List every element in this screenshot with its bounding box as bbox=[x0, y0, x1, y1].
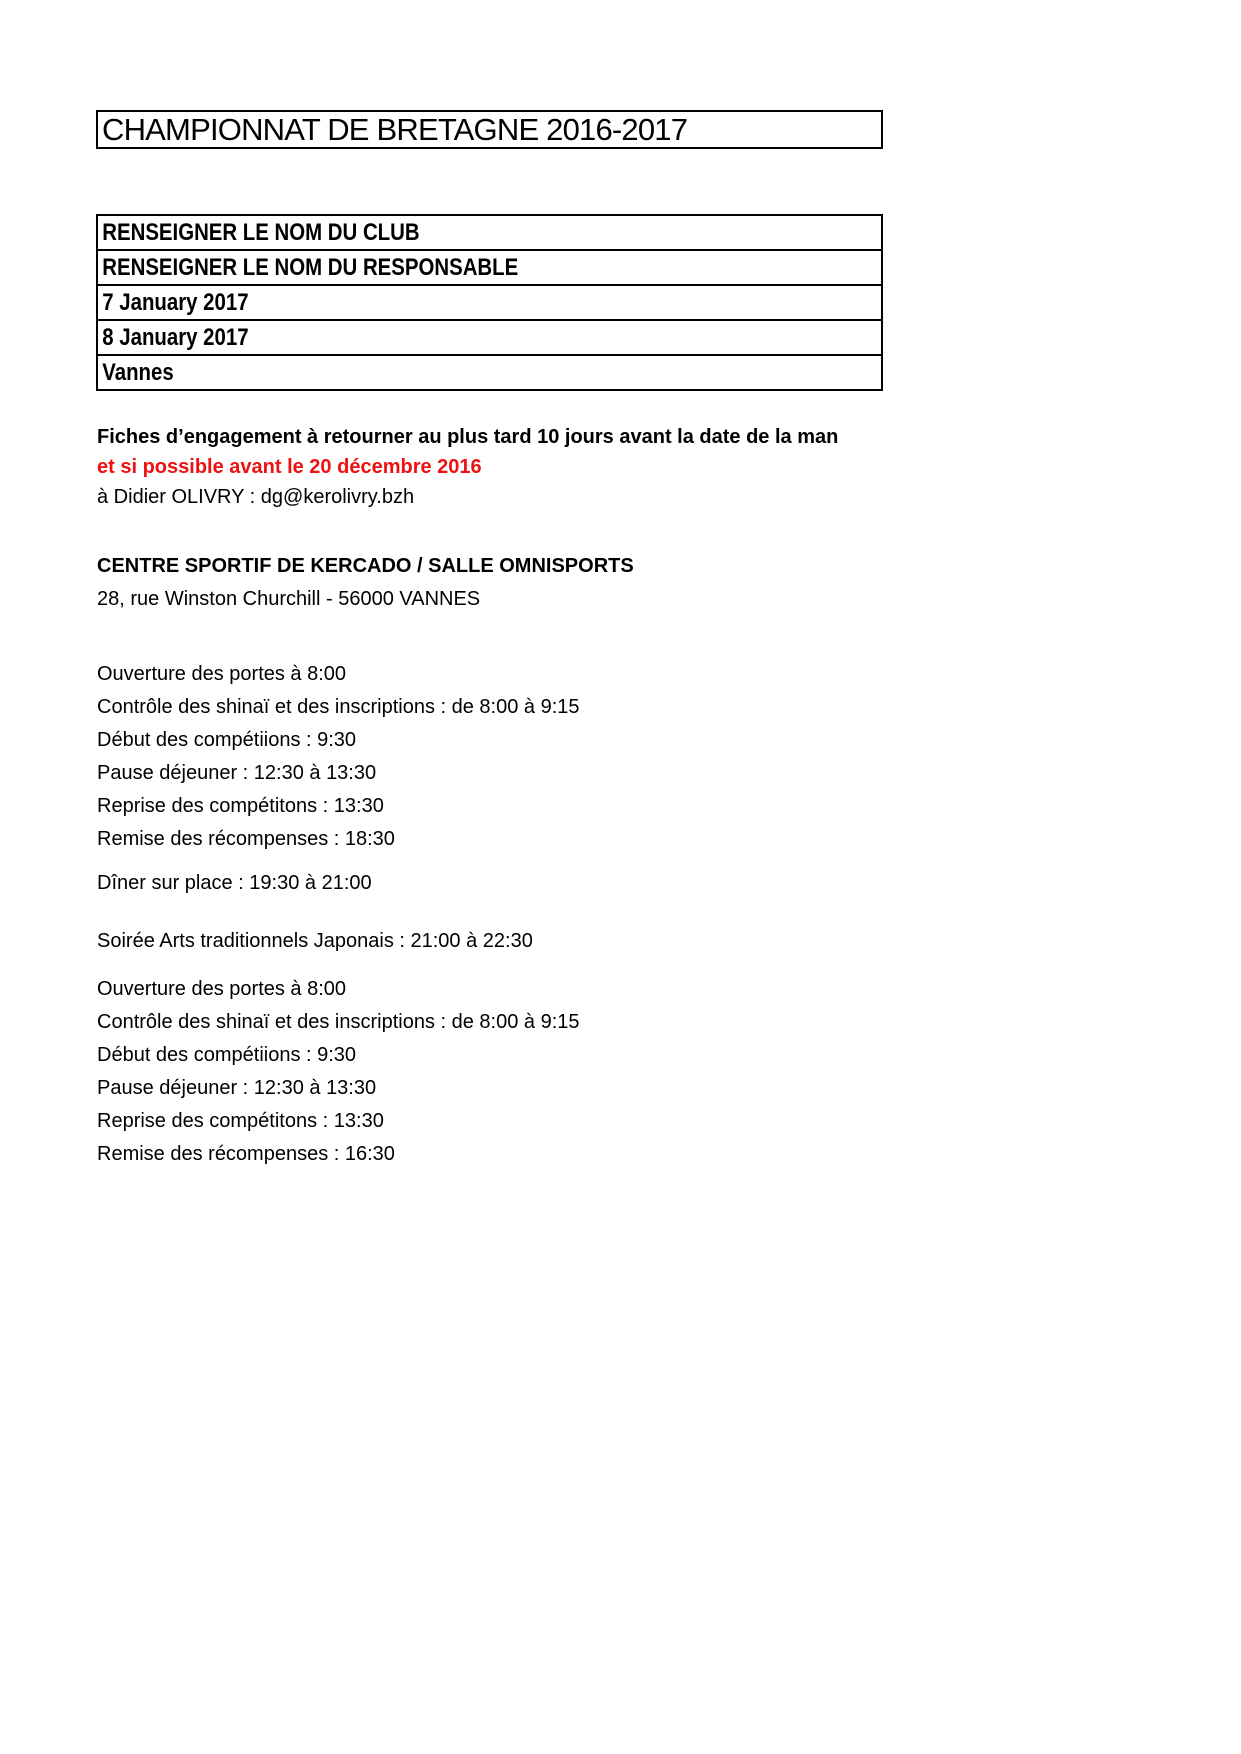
schedule-line-shinai-check: Contrôle des shinaï et des inscriptions : de 8:00 à 9:15 bbox=[97, 1011, 580, 1033]
schedule-line-doors: Ouverture des portes à 8:00 bbox=[97, 663, 347, 685]
table-row-club bbox=[98, 216, 881, 249]
table-row-responsable bbox=[98, 249, 881, 284]
date-1-cell: 7 January 2017 bbox=[102, 288, 249, 316]
schedule-line-shinai-check: Contrôle des shinaï et des inscriptions : de 8:00 à 9:15 bbox=[97, 696, 580, 718]
title-box bbox=[96, 110, 883, 149]
city-cell: Vannes bbox=[102, 358, 174, 386]
notice-preferred-date-line: et si possible avant le 20 décembre 2016 bbox=[97, 456, 482, 478]
page-title: CHAMPIONNAT DE BRETAGNE 2016-2017 bbox=[102, 111, 688, 147]
table-row-date-2 bbox=[98, 319, 881, 354]
club-info-table bbox=[96, 214, 883, 391]
schedule-day1 bbox=[97, 658, 580, 856]
notice-contact-line: à Didier OLIVRY : dg@kerolivry.bzh bbox=[97, 486, 415, 508]
evening-event-line: Soirée Arts traditionnels Japonais : 21:00 à 22:30 bbox=[97, 930, 533, 952]
schedule-line-resume: Reprise des compétitons : 13:30 bbox=[97, 1110, 384, 1132]
schedule-line-lunch: Pause déjeuner : 12:30 à 13:30 bbox=[97, 762, 377, 784]
notice-deadline-line: Fiches d’engagement à retourner au plus tard 10 jours avant la date de la man bbox=[97, 426, 839, 448]
responsable-name-cell: RENSEIGNER LE NOM DU RESPONSABLE bbox=[102, 253, 519, 281]
table-row-city bbox=[98, 354, 881, 389]
schedule-line-awards: Remise des récompenses : 16:30 bbox=[97, 1143, 395, 1165]
schedule-line-start: Début des compétiions : 9:30 bbox=[97, 1044, 357, 1066]
venue-address: 28, rue Winston Churchill - 56000 VANNES bbox=[97, 588, 481, 610]
date-2-cell: 8 January 2017 bbox=[102, 323, 249, 351]
schedule-day2 bbox=[97, 973, 580, 1171]
schedule-line-awards: Remise des récompenses : 18:30 bbox=[97, 828, 395, 850]
schedule-line-lunch: Pause déjeuner : 12:30 à 13:30 bbox=[97, 1077, 377, 1099]
schedule-line-resume: Reprise des compétitons : 13:30 bbox=[97, 795, 384, 817]
venue-name: CENTRE SPORTIF DE KERCADO / SALLE OMNISPORTS bbox=[97, 555, 634, 577]
club-name-cell: RENSEIGNER LE NOM DU CLUB bbox=[102, 218, 420, 246]
dinner-line: Dîner sur place : 19:30 à 21:00 bbox=[97, 872, 372, 894]
schedule-line-start: Début des compétiions : 9:30 bbox=[97, 729, 357, 751]
table-row-date-1 bbox=[98, 284, 881, 319]
schedule-line-doors: Ouverture des portes à 8:00 bbox=[97, 978, 347, 1000]
